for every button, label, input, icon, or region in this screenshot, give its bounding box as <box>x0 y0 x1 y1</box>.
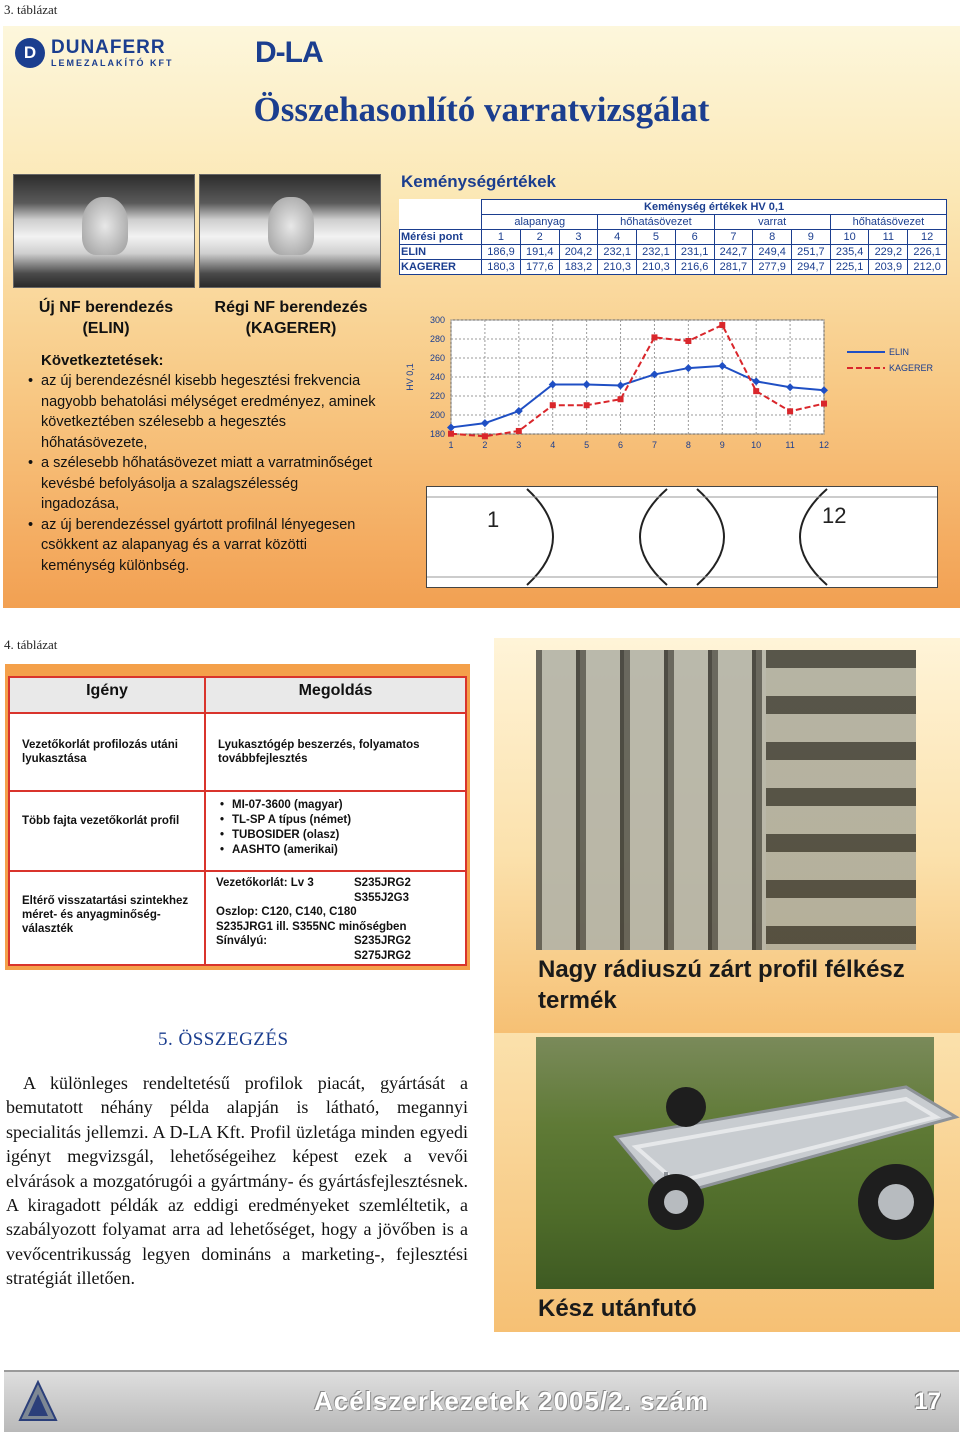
slide-title: Összehasonlító varratvizsgálat <box>253 90 710 129</box>
y-tick-label: 300 <box>429 315 445 325</box>
x-tick-label: 9 <box>719 440 725 450</box>
data-point <box>448 431 454 437</box>
hardness-value: 191,4 <box>520 245 559 260</box>
hardness-value: 212,0 <box>908 260 947 275</box>
point-header: 6 <box>675 230 714 245</box>
solution-line-label: S235JRG1 ill. S355NC minőségben <box>216 920 407 933</box>
data-point <box>618 396 624 402</box>
hardness-value: 226,1 <box>908 245 947 260</box>
conclusion-item: • az új berendezésnél kisebb hegesztési frekvencia nagyobb behatolási mélységet eredményez, aminek következtében szélesebb a hegesztés hőhatásövezete, <box>23 371 378 453</box>
point-header: 12 <box>908 230 947 245</box>
table-row <box>10 714 465 792</box>
solution-list-item: • MI-07-3600 (magyar) <box>218 798 453 813</box>
weld-label-new: Új NF berendezés (ELIN) <box>38 299 174 337</box>
page-number: 17 <box>914 1388 941 1415</box>
slide-needs-solutions <box>5 664 470 970</box>
photo-caption-trailer: Kész utánfutó <box>538 1295 697 1322</box>
profile-stack-image <box>766 650 916 950</box>
hardness-value: 216,6 <box>675 260 714 275</box>
zone-header: varrat <box>714 215 830 230</box>
point-header: 7 <box>714 230 753 245</box>
point-header: 5 <box>637 230 676 245</box>
dla-logo: D-LA <box>255 36 323 69</box>
logo-company: DUNAFERR <box>51 37 166 58</box>
hardness-value: 210,3 <box>598 260 637 275</box>
y-tick-label: 180 <box>429 429 445 439</box>
dunaferr-logo-icon: D <box>15 38 45 68</box>
hardness-value: 231,1 <box>675 245 714 260</box>
header-need: Igény <box>10 678 206 712</box>
data-point <box>685 338 691 344</box>
hardness-value: 204,2 <box>559 245 598 260</box>
hardness-top-header: Keménység értékek HV 0,1 <box>482 200 947 215</box>
hardness-value: 281,7 <box>714 260 753 275</box>
hardness-value: 294,7 <box>792 260 831 275</box>
hardness-value: 203,9 <box>869 260 908 275</box>
solution-list-item: • TL-SP A típus (német) <box>218 813 453 828</box>
legend-label: KAGERER <box>889 363 934 373</box>
need-cell: Több fajta vezetőkorlát profil <box>10 792 206 870</box>
solution-line-value: S235JRG2 <box>354 877 411 889</box>
figure-caption-3: 3. táblázat <box>4 2 58 17</box>
section-body: A különleges rendeltetésű profilok piacát, gyártását a bemutatott néhány példa alapján is látható, megannyi specialitás jellemzi. A D-LA Kft. Profil üzletága minden egyedi igényt megvizsgál, lehetőségeihez képest ezek a vevői elvárások a mozgatórugói a gyártmány- és gyártásfejlesztésnek. A kiragadott példák az eddigi eredményeket szemléltetik, a szabályozott folyamat arra ad lehetőséget, hogy a jövőben is a vevőcentrikusság legyen domináns a marketing-, fejlesztési stratégiát illetően. <box>6 1073 468 1289</box>
need-cell: Vezetőkorlát profilozás utáni lyukasztása <box>10 714 206 790</box>
y-tick-label: 220 <box>429 391 445 401</box>
x-tick-label: 10 <box>751 440 762 450</box>
hardness-value: 277,9 <box>753 260 792 275</box>
table-row <box>10 792 465 872</box>
solution-list <box>206 792 465 870</box>
zone-header: alapanyag <box>482 215 598 230</box>
table-row <box>10 872 465 964</box>
row-label: ELIN <box>400 245 482 260</box>
hardness-table <box>399 199 947 275</box>
photo-trailer <box>494 1033 960 1332</box>
hardness-value: 249,4 <box>753 245 792 260</box>
header-solution: Megoldás <box>298 682 373 699</box>
hardness-value: 210,3 <box>637 260 676 275</box>
conclusion-item: • az új berendezéssel gyártott profilnál lényegesen csökkent az alapanyag és a varrat közötti keménység különbség. <box>23 515 378 577</box>
y-tick-label: 260 <box>429 353 445 363</box>
hardness-value: 232,1 <box>637 245 676 260</box>
data-point <box>719 322 725 328</box>
x-tick-label: 3 <box>516 440 522 450</box>
profile-stack-image <box>536 650 766 950</box>
data-point <box>651 334 657 340</box>
publisher-logo-icon <box>18 1380 58 1424</box>
point-header: 1 <box>482 230 521 245</box>
dunaferr-logo <box>15 38 174 68</box>
y-tick-label: 280 <box>429 334 445 344</box>
conclusion-item: • a szélesebb hőhatásövezet miatt a varratminőséget kevésbé befolyásolja a szalagszélesség ingadozása, <box>23 453 378 515</box>
weld-section-svg <box>427 487 937 587</box>
needs-solutions-table <box>8 676 467 966</box>
trailer-image <box>606 1077 960 1247</box>
data-point <box>753 388 759 394</box>
solution-list-item: • TUBOSIDER (olasz) <box>218 828 453 843</box>
x-tick-label: 11 <box>785 440 795 450</box>
solution-line-label <box>216 949 354 964</box>
row-label: KAGERER <box>400 260 482 275</box>
trailer-photo-background <box>536 1037 934 1289</box>
hardness-value: 251,7 <box>792 245 831 260</box>
hardness-value: 225,1 <box>830 260 869 275</box>
page-footer <box>4 1370 959 1432</box>
x-tick-label: 6 <box>618 440 624 450</box>
row-label: Mérési pont <box>400 230 482 245</box>
x-tick-label: 12 <box>818 440 830 450</box>
photo-caption-profiles: Nagy rádiuszú zárt profil félkész termék <box>538 956 905 1014</box>
solution-line-label: Vezetőkorlát: Lv 3 <box>216 877 314 889</box>
solution-line-label: Oszlop: C120, C140, C180 <box>216 906 357 918</box>
data-point <box>584 402 590 408</box>
solution-line-label: Sínvályú: <box>216 935 268 947</box>
point-header: 8 <box>753 230 792 245</box>
point-header: 9 <box>792 230 831 245</box>
point-header: 11 <box>869 230 908 245</box>
weld-photo-new <box>13 174 195 288</box>
solution-cell: Lyukasztógép beszerzés, folyamatos továbbfejlesztés <box>218 739 420 765</box>
x-tick-label: 2 <box>482 440 488 450</box>
y-tick-label: 240 <box>429 372 445 382</box>
data-point <box>482 433 488 439</box>
legend-label: ELIN <box>889 347 910 357</box>
data-point <box>787 408 793 414</box>
x-tick-label: 5 <box>584 440 590 450</box>
x-tick-label: 1 <box>448 440 454 450</box>
weld-photo-old <box>199 174 381 288</box>
slide-weld-comparison <box>3 26 960 608</box>
y-tick-label: 200 <box>429 410 445 420</box>
solution-line-value: S355J2G3 <box>354 891 409 904</box>
hardness-value: 235,4 <box>830 245 869 260</box>
section-title: 5. ÖSSZEGZÉS <box>158 1029 289 1050</box>
hardness-value: 180,3 <box>482 260 521 275</box>
solution-cell <box>206 872 465 964</box>
solution-line-value: S235JRG2 <box>354 935 411 947</box>
solution-line-value: S275JRG2 <box>354 949 411 962</box>
hardness-chart-svg <box>399 312 951 462</box>
x-tick-label: 4 <box>550 440 556 450</box>
hardness-chart <box>399 312 951 462</box>
hardness-value: 229,2 <box>869 245 908 260</box>
x-tick-label: 7 <box>651 440 657 450</box>
conclusions-title: Következtetések: <box>41 352 164 369</box>
x-tick-label: 8 <box>685 440 691 450</box>
hardness-value: 232,1 <box>598 245 637 260</box>
hardness-value: 186,9 <box>482 245 521 260</box>
hardness-value: 242,7 <box>714 245 753 260</box>
point-header: 4 <box>598 230 637 245</box>
section-label-start: 1 <box>487 507 500 532</box>
zone-header: hőhatásövezet <box>598 215 714 230</box>
solution-line-label <box>216 891 354 906</box>
photo-profiles <box>494 638 960 1033</box>
footer-title: Acélszerkezetek 2005/2. szám <box>314 1386 710 1416</box>
table-header-row <box>10 678 465 714</box>
hardness-value: 183,2 <box>559 260 598 275</box>
y-axis-label: HV 0,1 <box>405 363 415 391</box>
point-header: 2 <box>520 230 559 245</box>
data-point <box>516 428 522 434</box>
hardness-value: 177,6 <box>520 260 559 275</box>
weld-section-diagram <box>426 486 938 588</box>
section-label-end: 12 <box>822 503 847 528</box>
figure-caption-4: 4. táblázat <box>4 637 58 652</box>
data-point <box>550 402 556 408</box>
conclusions-box <box>23 352 378 592</box>
data-point <box>821 401 827 407</box>
point-header: 10 <box>830 230 869 245</box>
weld-label-old: Régi NF berendezés (KAGERER) <box>214 299 368 337</box>
point-header: 3 <box>559 230 598 245</box>
need-cell: Eltérő visszatartási szintekhez méret- és anyagminőség-választék <box>10 872 206 964</box>
hardness-title: Keménységértékek <box>401 172 556 191</box>
zone-header: hőhatásövezet <box>830 215 946 230</box>
solution-list-item: • AASHTO (amerikai) <box>218 843 453 858</box>
logo-subtitle: LEMEZALAKÍTÓ KFT <box>51 58 174 68</box>
